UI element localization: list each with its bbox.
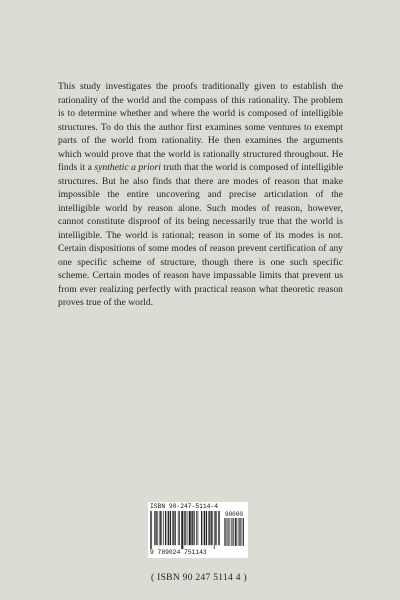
barcode-bar	[182, 511, 183, 549]
barcode-main-bars	[150, 511, 220, 549]
barcode-supplement-bars	[224, 518, 244, 549]
barcode-bar	[208, 511, 209, 545]
barcode-bar	[166, 511, 167, 545]
barcode-bar	[192, 511, 193, 545]
barcode-bar	[179, 511, 180, 545]
barcode-bar	[196, 511, 197, 545]
barcode-bar	[198, 511, 199, 545]
barcode-bar	[189, 511, 190, 545]
barcode-bar	[193, 511, 194, 545]
barcode-bar	[204, 511, 205, 545]
barcode-bar	[165, 511, 166, 545]
isbn-footer: ( ISBN 90 247 5114 4 )	[151, 573, 247, 583]
barcode-bar	[209, 511, 210, 545]
barcode-isbn-label: ISBN 90-247-5114-4	[150, 503, 219, 510]
barcode-bar	[218, 511, 219, 545]
barcode-bar	[151, 511, 152, 549]
barcode-bar	[172, 511, 173, 545]
barcode-bar	[206, 511, 207, 545]
barcode-digits: 9 789024 751143	[150, 549, 207, 556]
barcode-bar	[206, 511, 207, 545]
barcode-bar	[156, 511, 157, 545]
barcode-bar	[170, 511, 171, 545]
barcode-bar	[160, 511, 161, 545]
barcode-bar	[210, 511, 211, 545]
blurb-italic-phrase: synthetic a priori	[94, 162, 161, 173]
barcode-bar	[154, 511, 155, 545]
barcode-supplement	[224, 511, 244, 549]
barcode-bar	[212, 511, 213, 545]
barcode-bar	[163, 511, 164, 545]
barcode-bar	[174, 511, 175, 545]
barcode-bar	[160, 511, 161, 545]
barcode-bar	[175, 511, 176, 545]
blurb-text-part-2: truth that the world is composed of intelligible structures. But he also finds that there are modes of reason that make impossible the entire uncovering and precise articulation of the intelligible world by reason alone. Such modes of reason, however, cannot constitute disproof of its being necessarily true that the world is intelligible. The world is rational; reason in some of its modes is not. Certain dispositions of some modes of reason prevent certification of any one specific scheme of structure, though there is one such specific scheme. Certain modes of reason have impassable limits that prevent us from ever realizing perfectly with practical reason what theoretic reason proves true of the world.	[58, 162, 343, 308]
barcode-bar	[214, 511, 215, 549]
barcode-bar	[216, 511, 217, 545]
barcode-bar	[157, 511, 158, 545]
barcode-bar	[185, 511, 186, 545]
barcode-bar	[219, 511, 220, 545]
back-cover-blurb	[58, 80, 343, 310]
barcode-supplement-label: 90000	[224, 511, 243, 518]
barcode-bar	[191, 511, 192, 545]
barcode-bar	[215, 511, 216, 545]
barcode-bar	[189, 511, 190, 545]
barcode-bar	[194, 511, 195, 545]
barcode-bar	[211, 511, 212, 545]
barcode-bar	[202, 511, 203, 545]
barcode-bar	[201, 511, 202, 545]
barcode-bars	[148, 510, 248, 549]
barcode-bar	[190, 511, 191, 545]
barcode-bar	[168, 511, 169, 545]
barcode-bar	[155, 511, 156, 545]
barcode-bar	[204, 511, 205, 545]
isbn-barcode	[148, 502, 248, 558]
barcode-bar	[170, 511, 171, 545]
barcode-bar	[161, 511, 162, 545]
barcode-bar	[168, 511, 169, 545]
blurb-text-part-1: This study investigates the proofs traditionally given to establish the rationality of the world and the compass of this rationality. The problem is to determine whether and where the world is composed of intelligible structures. To do this the author first examines some ventures to exempt parts of the world from rationality. He then examines the arguments which would prove that the world is rationally structured throughout. He finds it a	[58, 81, 343, 173]
barcode-bar	[181, 511, 182, 549]
barcode-bar	[183, 511, 184, 549]
barcode-bar	[173, 511, 174, 545]
barcode-bar	[184, 511, 185, 545]
barcode-bar	[178, 511, 179, 545]
barcode-bar	[150, 511, 151, 549]
barcode-bar	[187, 511, 188, 545]
